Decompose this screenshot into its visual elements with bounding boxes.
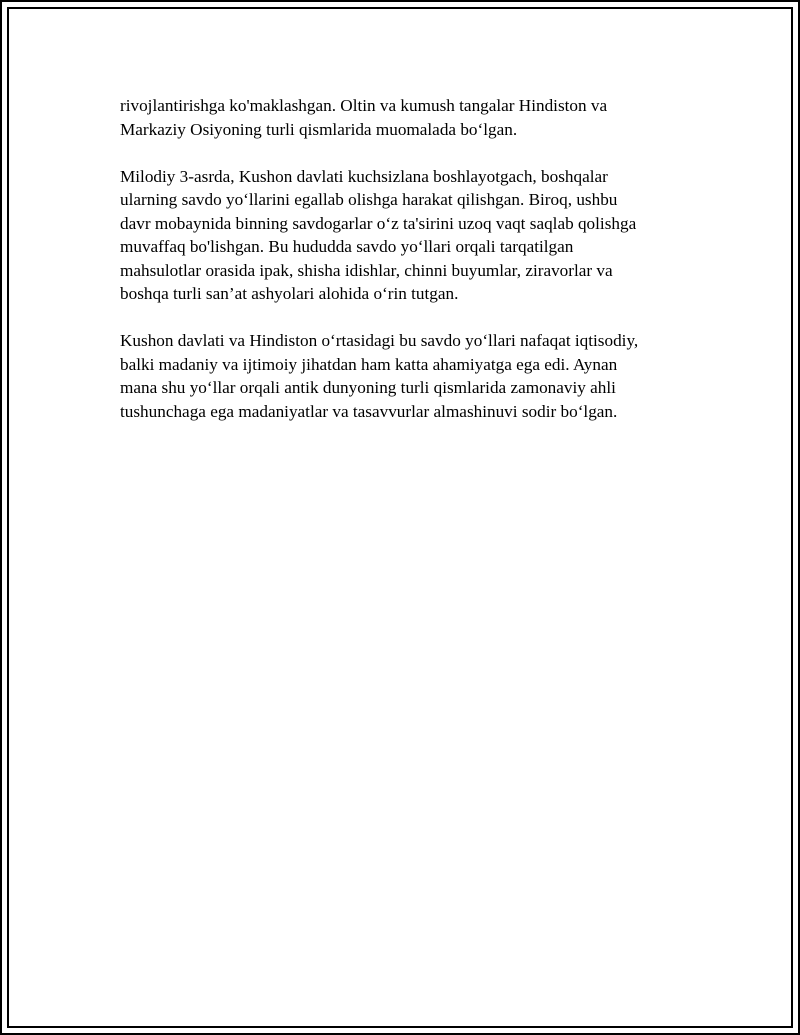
paragraph-1: rivojlantirishga ko'maklashgan. Oltin va kumush tangalar Hindiston va Markaziy Osiyoning turli qismlarida muomalada bo‘lgan.	[120, 96, 608, 139]
paragraph-3: Kushon davlati va Hindiston o‘rtasidagi bu savdo yo‘llari nafaqat iqtisodiy, balki madaniy va ijtimoiy jihatdan ham katta ahamiyatga ega edi. Aynan mana shu yo‘llar orqali antik dunyoning turli qismlarida zamonaviy ahli tushunchaga ega madaniyatlar va tasavvurlar almashinuvi sodir bo‘lgan.	[120, 331, 639, 421]
document-body	[120, 94, 690, 447]
paragraph-2: Milodiy 3-asrda, Kushon davlati kuchsizlana boshlayotgach, boshqalar ularning savdo yo‘llarini egallab olishga harakat qilishgan. Biroq, ushbu davr mobaynida binning savdogarlar o‘z ta'sirini uzoq vaqt saqlab qolishga muvaffaq bo'lishgan. Bu hududda savdo yo‘llari orqali tarqatilgan mahsulotlar orasida ipak, shisha idishlar, chinni buyumlar, ziravorlar va boshqa turli san’at ashyolari alohida o‘rin tutgan.	[120, 166, 637, 303]
